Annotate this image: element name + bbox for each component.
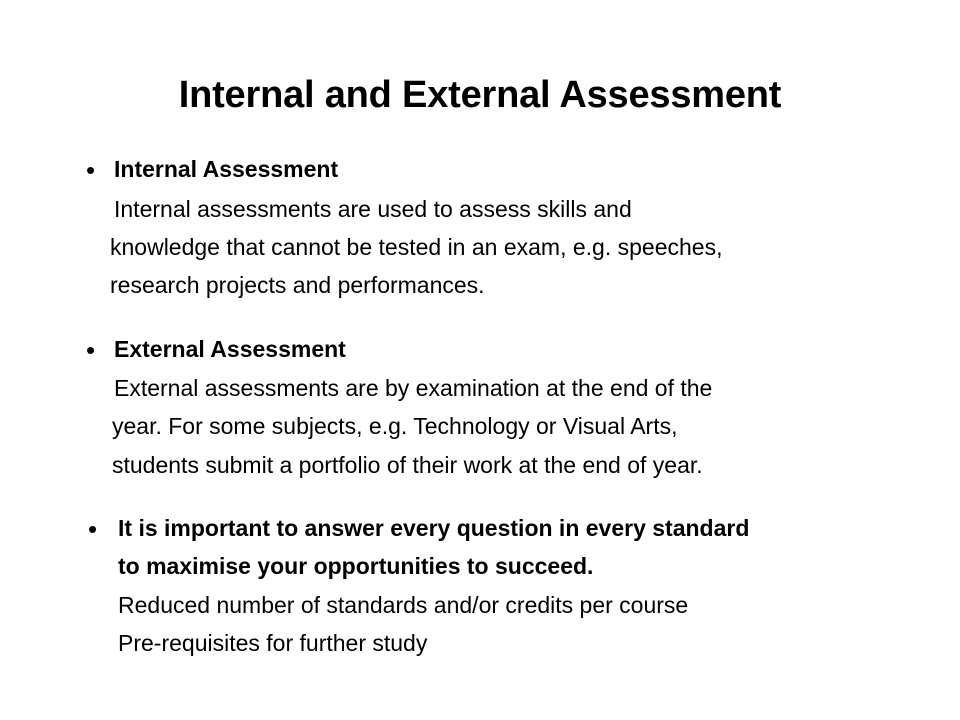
bullet-2-marker: • <box>86 335 96 365</box>
bullet-3-body-line-2: Pre-requisites for further study <box>118 630 428 656</box>
bullet-2-body-line-1: External assessments are by examination at the end of the <box>114 375 713 401</box>
bullet-3-bold-line-1: It is important to answer every question in every standard <box>118 515 750 541</box>
bullet-1-body-line-1: Internal assessments are used to assess skills and <box>114 196 632 222</box>
bullet-1-body-line-2: knowledge that cannot be tested in an exam, e.g. speeches, <box>110 234 723 260</box>
bullet-1-heading: Internal Assessment <box>114 156 339 182</box>
bullet-2-body-line-2: year. For some subjects, e.g. Technology or Visual Arts, <box>112 413 678 439</box>
bullet-3-bold-line-2: to maximise your opportunities to succeed. <box>118 553 594 579</box>
slide-title: Internal and External Assessment <box>178 74 782 116</box>
bullet-3-marker: • <box>88 514 98 544</box>
bullet-2-heading: External Assessment <box>114 336 346 362</box>
bullet-2-body-line-3: students submit a portfolio of their work at the end of year. <box>112 452 703 478</box>
bullet-1-marker: • <box>86 155 96 185</box>
bullet-3-body-line-1: Reduced number of standards and/or credits per course <box>118 592 689 618</box>
bullet-1-body-line-3: research projects and performances. <box>110 272 485 298</box>
